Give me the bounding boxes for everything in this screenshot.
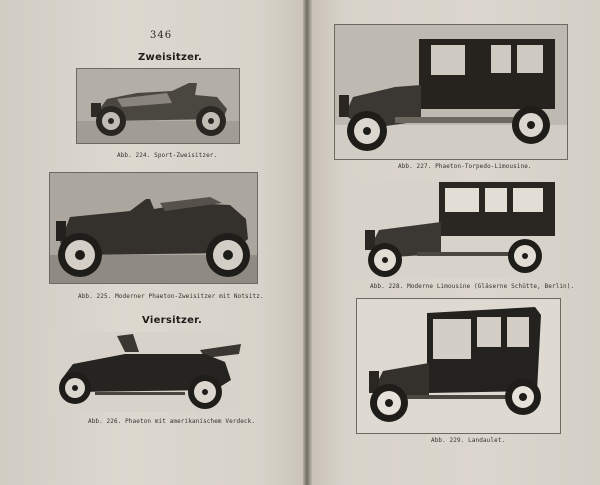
car-illustration bbox=[55, 332, 243, 412]
figure-caption: Abb. 229. Landaulet. bbox=[431, 437, 506, 444]
section-heading-zweisitzer: Zweisitzer. bbox=[138, 52, 203, 63]
book-gutter bbox=[303, 0, 312, 485]
car-illustration bbox=[357, 180, 557, 278]
car-illustration bbox=[50, 173, 257, 283]
car-illustration bbox=[77, 69, 239, 143]
car-illustration bbox=[335, 25, 567, 159]
figure-sport-zweisitzer-photo bbox=[76, 68, 240, 144]
figure-caption: Abb. 227. Phaeton-Torpedo-Limousine. bbox=[398, 163, 532, 170]
figure-phaeton-photo bbox=[55, 332, 243, 412]
section-heading-viersitzer: Viersitzer. bbox=[142, 315, 203, 326]
figure-caption: Abb. 226. Phaeton mit amerikanischem Verdeck. bbox=[88, 418, 256, 425]
car-illustration bbox=[357, 299, 560, 433]
figure-moderne-limousine-photo bbox=[357, 180, 557, 278]
page-number: 346 bbox=[150, 30, 173, 41]
figure-caption: Abb. 225. Moderner Phaeton-Zweisitzer mit Notsitz. bbox=[78, 293, 264, 300]
figure-caption: Abb. 224. Sport-Zweisitzer. bbox=[117, 152, 218, 159]
figure-caption: Abb. 228. Moderne Limousine (Gläserne Schütte, Berlin). bbox=[370, 283, 575, 290]
figure-landaulet-photo bbox=[356, 298, 561, 434]
figure-phaeton-zweisitzer-photo bbox=[49, 172, 258, 284]
figure-torpedo-limousine-photo bbox=[334, 24, 568, 160]
